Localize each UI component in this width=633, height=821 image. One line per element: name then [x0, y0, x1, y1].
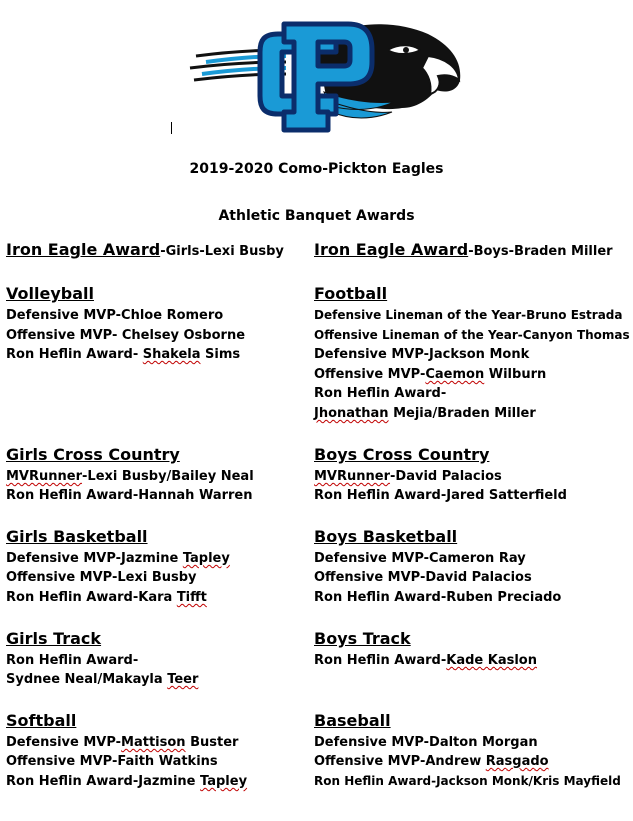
award-line: Ron Heflin Award- Shakela Sims [6, 347, 241, 362]
heading-boys-track: Boys Track [314, 629, 411, 648]
award-line: Defensive MVP-Chloe Romero [6, 308, 224, 323]
heading-girls-cross-country: Girls Cross Country [6, 445, 180, 464]
award-line: Offensive MVP- Chelsey Osborne [6, 328, 246, 343]
award-line: Offensive MVP-Caemon Wilburn [314, 367, 547, 382]
award-line: Defensive MVP-Cameron Ray [314, 551, 526, 566]
award-line: Ron Heflin Award- [6, 653, 139, 668]
award-line: Defensive MVP-Jazmine Tapley [6, 551, 230, 566]
iron-eagle-boys: Iron Eagle Award-Boys-Braden Miller [314, 240, 613, 259]
award-line: Ron Heflin Award-Jazmine Tapley [6, 774, 248, 789]
award-line: Offensive MVP-Andrew Rasgado [314, 754, 549, 769]
award-line: Jhonathan Mejia/Braden Miller [314, 406, 536, 421]
award-line: Defensive MVP-Dalton Morgan [314, 735, 538, 750]
text-cursor [171, 122, 172, 134]
heading-football: Football [314, 284, 388, 303]
award-line: MVRunner-Lexi Busby/Bailey Neal [6, 469, 254, 484]
award-line: Ron Heflin Award-Jackson Monk/Kris Mayfield [314, 774, 621, 788]
heading-boys-basketball: Boys Basketball [314, 527, 458, 546]
award-line: Offensive MVP-Lexi Busby [6, 570, 197, 585]
heading-baseball: Baseball [314, 711, 391, 730]
award-line: Offensive MVP-Faith Watkins [6, 754, 218, 769]
award-line: Defensive MVP-Mattison Buster [6, 735, 239, 750]
award-line: MVRunner-David Palacios [314, 469, 502, 484]
award-line: Ron Heflin Award-Ruben Preciado [314, 590, 562, 605]
award-line: Offensive Lineman of the Year-Canyon Thomas [314, 328, 630, 342]
heading-volleyball: Volleyball [6, 284, 94, 303]
award-line: Ron Heflin Award-Jared Satterfield [314, 488, 567, 503]
award-line: Ron Heflin Award-Kade Kaslon [314, 653, 537, 668]
award-line: Defensive MVP-Jackson Monk [314, 347, 530, 362]
award-line: Sydnee Neal/Makayla Teer [6, 672, 199, 687]
heading-softball: Softball [6, 711, 77, 730]
page-title-line2: Athletic Banquet Awards [218, 208, 415, 224]
heading-girls-basketball: Girls Basketball [6, 527, 148, 546]
heading-girls-track: Girls Track [6, 629, 102, 648]
iron-eagle-girls: Iron Eagle Award-Girls-Lexi Busby [6, 240, 284, 259]
award-line: Ron Heflin Award-Hannah Warren [6, 488, 253, 503]
award-line: Defensive Lineman of the Year-Bruno Estrada [314, 308, 623, 322]
page-title-line1: 2019-2020 Como-Pickton Eagles [189, 161, 444, 177]
award-line: Offensive MVP-David Palacios [314, 570, 532, 585]
heading-boys-cross-country: Boys Cross Country [314, 445, 490, 464]
award-line: Ron Heflin Award-Kara Tifft [6, 590, 207, 605]
eagles-logo [166, 4, 466, 139]
award-line: Ron Heflin Award- [314, 386, 447, 401]
